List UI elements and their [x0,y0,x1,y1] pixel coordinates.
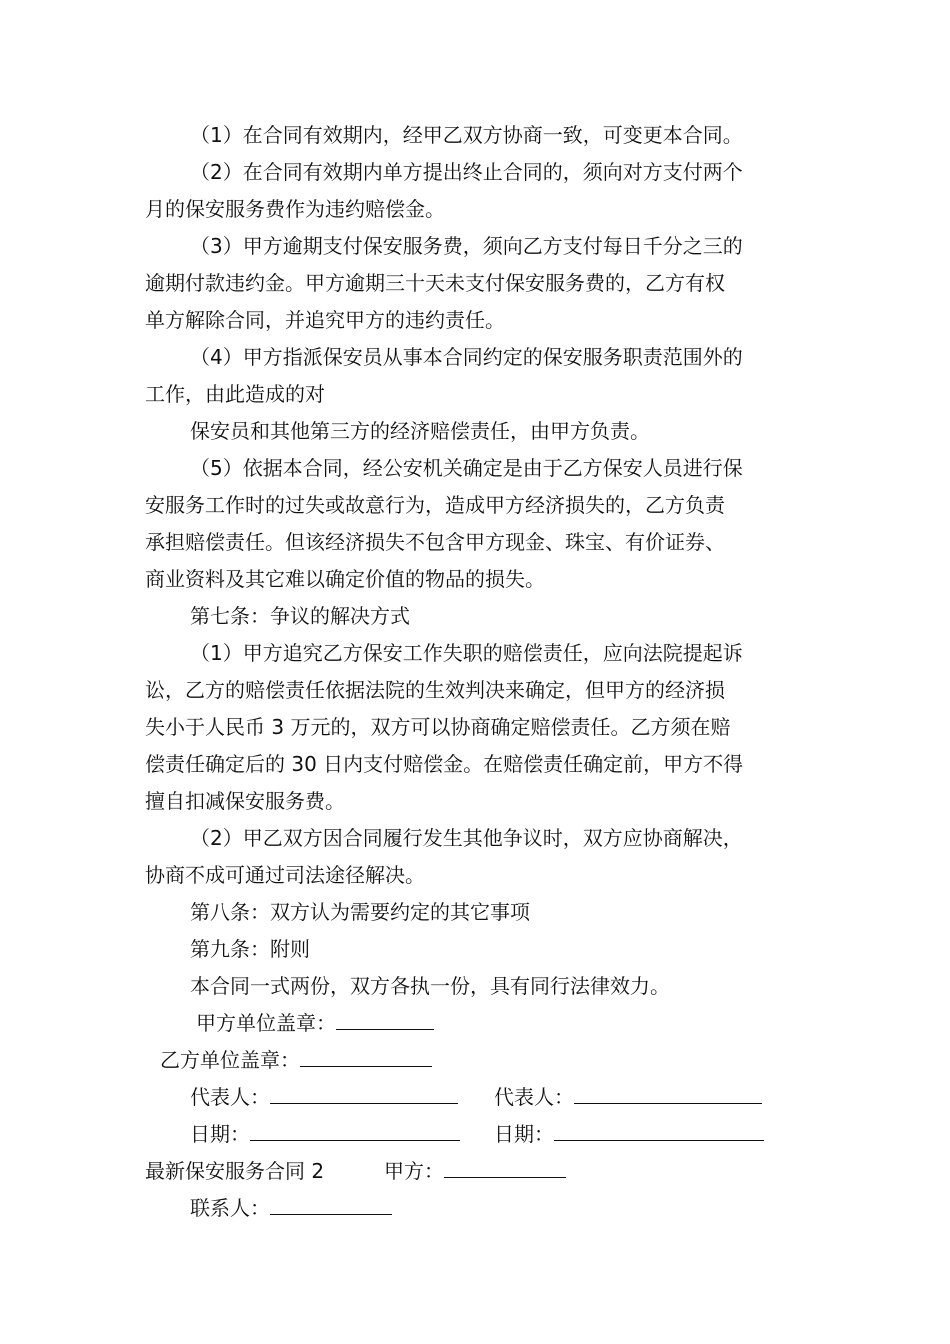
party-a-seal-row [196,1005,596,1042]
rep-left-label: 代表人： [190,1085,270,1109]
date-left-row [190,1116,490,1153]
clause-6-3: （3）甲方逾期支付保安服务费，须向乙方支付每日千分之三的 [190,234,743,258]
clause-6-4: （4）甲方指派保安员从事本合同约定的保安服务职责范围外的 [190,345,743,369]
date-right-label: 日期： [494,1122,554,1146]
date-left-label: 日期： [190,1122,250,1146]
date-right-row [494,1116,794,1153]
article-9-heading: 第九条：附则 [190,937,310,961]
party-b-seal-label: 乙方单位盖章： [160,1048,300,1072]
date-right-blank[interactable] [554,1118,764,1141]
clause-6-3-cont: 逾期付款违约金。甲方逾期三十天未支付保安服务费的，乙方有权 [145,271,725,295]
clause-7-1: （1）甲方追究乙方保安工作失职的赔偿责任，应向法院提起诉 [190,641,743,665]
rep-right-row [494,1079,794,1116]
clause-6-3-cont: 单方解除合同，并追究甲方的违约责任。 [145,308,505,332]
date-left-blank[interactable] [250,1118,460,1141]
party-a-seal-blank[interactable] [336,1007,434,1030]
clause-6-4-cont: 工作，由此造成的对 [145,382,325,406]
party-a-label: 甲方： [384,1159,444,1183]
clause-6-5-cont: 承担赔偿责任。但该经济损失不包含甲方现金、珠宝、有价证券、 [145,530,725,554]
clause-6-5: （5）依据本合同，经公安机关确定是由于乙方保安人员进行保 [190,456,743,480]
contact-row [190,1190,450,1227]
rep-left-blank[interactable] [270,1081,458,1104]
clause-6-4-cont: 保安员和其他第三方的经济赔偿责任，由甲方负责。 [190,419,650,443]
party-a-row [384,1153,644,1190]
party-a-blank[interactable] [444,1155,566,1178]
clause-7-1-cont: 偿责任确定后的 30 日内支付赔偿金。在赔偿责任确定前，甲方不得 [145,752,744,776]
clause-7-2: （2）甲乙双方因合同履行发生其他争议时，双方应协商解决， [190,826,743,850]
clause-6-5-cont: 商业资料及其它难以确定价值的物品的损失。 [145,567,545,591]
article-8-heading: 第八条：双方认为需要约定的其它事项 [190,900,530,924]
clause-7-1-cont: 失小于人民币 3 万元的，双方可以协商确定赔偿责任。乙方须在赔 [145,715,731,739]
rep-right-label: 代表人： [494,1085,574,1109]
clause-6-2: （2）在合同有效期内单方提出终止合同的，须向对方支付两个 [190,160,743,184]
next-contract-title: 最新保安服务合同 2 [145,1159,325,1183]
article-9-text: 本合同一式两份，双方各执一份，具有同行法律效力。 [190,974,670,998]
party-b-seal-blank[interactable] [300,1044,432,1067]
contact-blank[interactable] [270,1192,392,1215]
contact-label: 联系人： [190,1196,270,1220]
party-a-seal-label: 甲方单位盖章： [196,1011,336,1035]
article-7-heading: 第七条：争议的解决方式 [190,604,410,628]
clause-7-1-cont: 讼，乙方的赔偿责任依据法院的生效判决来确定，但甲方的经济损 [145,678,725,702]
clause-7-1-cont: 擅自扣减保安服务费。 [145,789,345,813]
party-b-seal-row [160,1042,560,1079]
rep-left-row [190,1079,490,1116]
clause-6-1: （1）在合同有效期内，经甲乙双方协商一致，可变更本合同。 [190,123,743,147]
rep-right-blank[interactable] [574,1081,762,1104]
clause-7-2-cont: 协商不成可通过司法途径解决。 [145,863,425,887]
clause-6-2-cont: 月的保安服务费作为违约赔偿金。 [145,197,445,221]
clause-6-5-cont: 安服务工作时的过失或故意行为，造成甲方经济损失的，乙方负责 [145,493,725,517]
